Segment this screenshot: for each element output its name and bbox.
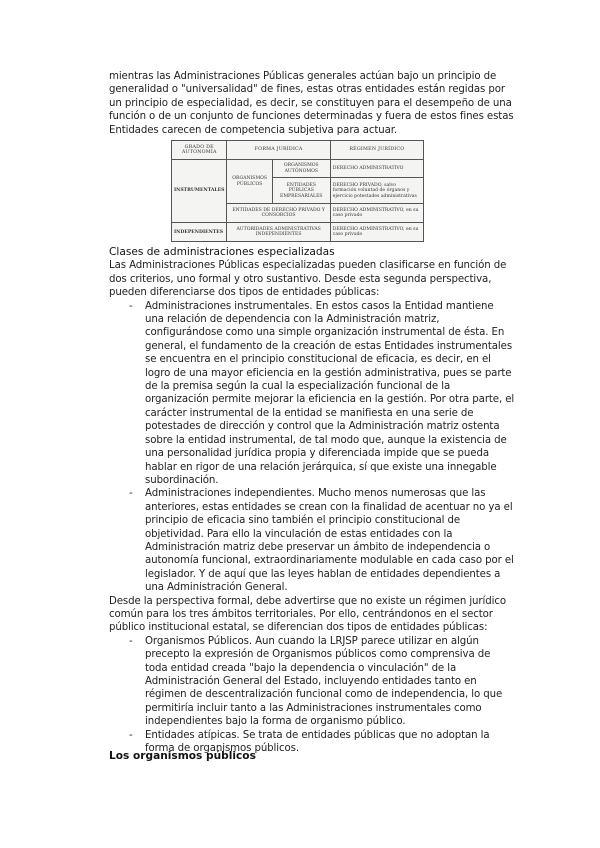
table-cell-organismos-publicos: ORGANISMOS PÚBLICOS [227, 159, 272, 204]
table-cell-regimen-4: DERECHO ADMINISTRATIVO, en su caso privado [330, 223, 423, 242]
table-header-forma: FORMA JURÍDICA [227, 141, 330, 160]
table-cell-organismos-autonomos: ORGANISMOS AUTÓNOMOS [272, 159, 330, 178]
section-heading: Clases de administraciones especializadas [109, 246, 335, 258]
table-cell-regimen-3: DERECHO ADMINISTRATIVO, en su caso privado [330, 204, 423, 223]
table-cell-autoridades: AUTORIDADES ADMINISTRATIVAS INDEPENDIENTES [227, 223, 330, 242]
table-header-grado: GRADO DE AUTONOMÍA [172, 141, 227, 160]
section-heading-organismos: Los organismos públicos [109, 750, 256, 762]
table-row [172, 159, 424, 178]
table-cell-regimen-1: DERECHO ADMINISTRATIVO [330, 159, 423, 178]
list-item: - Administraciones instrumentales. En estos casos la Entidad mantiene una relación de dependencia con la Administración matriz, configurándose como una simple organización instrumental de ésta. En general, el fundamento de la creación de estas Entidades instrumentales se encuentra en el principio constitucional de eficacia, es decir, en el logro de una mayor eficiencia en la gestión administrativa, pues se parte de la premisa según la cual la especialización funcional de la organización permite mejorar la eficiencia en la gestión. Por otra parte, el carácter instrumental de la entidad se manifiesta en una serie de potestades de dirección y control que la Administración matriz ostenta sobre la entidad instrumental, de tal modo que, aunque la existencia de una personalidad jurídica propia y diferenciada impide que se pueda hablar en rigor de una relación jerárquica, sí que existe una innegable subordinación. [109, 300, 515, 488]
formal-type-list [109, 635, 515, 756]
table-cell-entidades-publicas: ENTIDADES PÚBLICAS EMPRESARIALES [272, 178, 330, 204]
list-item: - Administraciones independientes. Mucho menos numerosas que las anteriores, estas entidades se crean con la finalidad de acentuar no ya el principio de eficacia sino también el principio constitucional de objetividad. Para ello la vinculación de estas entidades con la Administración matriz debe preservar un ámbito de independencia o autonomía funcional, extraordinariamente modulable en cada caso por el legislador. Y de aquí que las leyes hablan de entidades dependientes a una Administración General. [109, 487, 515, 594]
autonomy-table [171, 140, 424, 242]
table-row [172, 223, 424, 242]
table-cell-instrumentales: INSTRUMENTALES [172, 159, 227, 222]
section-clases [109, 246, 515, 755]
autonomy-table-grid [171, 140, 424, 242]
table-header-regimen: RÉGIMEN JURÍDICO [330, 141, 423, 160]
list-item: - Organismos Públicos. Aun cuando la LRJSP parece utilizar en algún precepto la expresión de Organismos públicos como comprensiva de toda entidad creada "bajo la dependencia o vinculación" de la Administración General del Estado, incluyendo entidades tanto en régimen de descentralización funcional como de independencia, lo que permitiría incluir tanto a las Administraciones instrumentales como independientes bajo la forma de organismo público. [109, 635, 515, 729]
table-cell-regimen-2: DERECHO PRIVADO, salvo formación voluntad de órganos y ejercicio potestades administrativas [330, 178, 423, 204]
table-cell-independientes: INDEPENDIENTES [172, 223, 227, 242]
section-organismos [109, 750, 515, 763]
list-item: - Entidades atípicas. Se trata de entidades públicas que no adoptan la forma de organismos públicos. [109, 729, 515, 756]
table-cell-entidades-derecho-privado: ENTIDADES DE DERECHO PRIVADO Y CONSORCIOS [227, 204, 330, 223]
document-body [109, 70, 515, 137]
section-paragraph: Las Administraciones Públicas especializadas pueden clasificarse en función de dos criterios, uno formal y otro sustantivo. Desde esta segunda perspectiva, pueden diferenciarse dos tipos de entidades públicas: [109, 260, 507, 299]
table-header-row [172, 141, 424, 160]
section-paragraph-formal: Desde la perspectiva formal, debe advertirse que no existe un régimen jurídico común para los tres ámbitos territoriales. Por ello, centrándonos en el sector público institucional estatal, se diferencian dos tipos de entidades públicas: [109, 595, 506, 634]
intro-paragraph: mientras las Administraciones Públicas generales actúan bajo un principio de generalidad o "universalidad" de fines, estas otras entidades están regidas por un principio de especialidad, es decir, se constituyen para el desempeño de una función o de un conjunto de funciones determinadas y fuera de estos fines estas Entidades carecen de competencia subjetiva para actuar. [109, 71, 514, 136]
entity-type-list [109, 300, 515, 595]
